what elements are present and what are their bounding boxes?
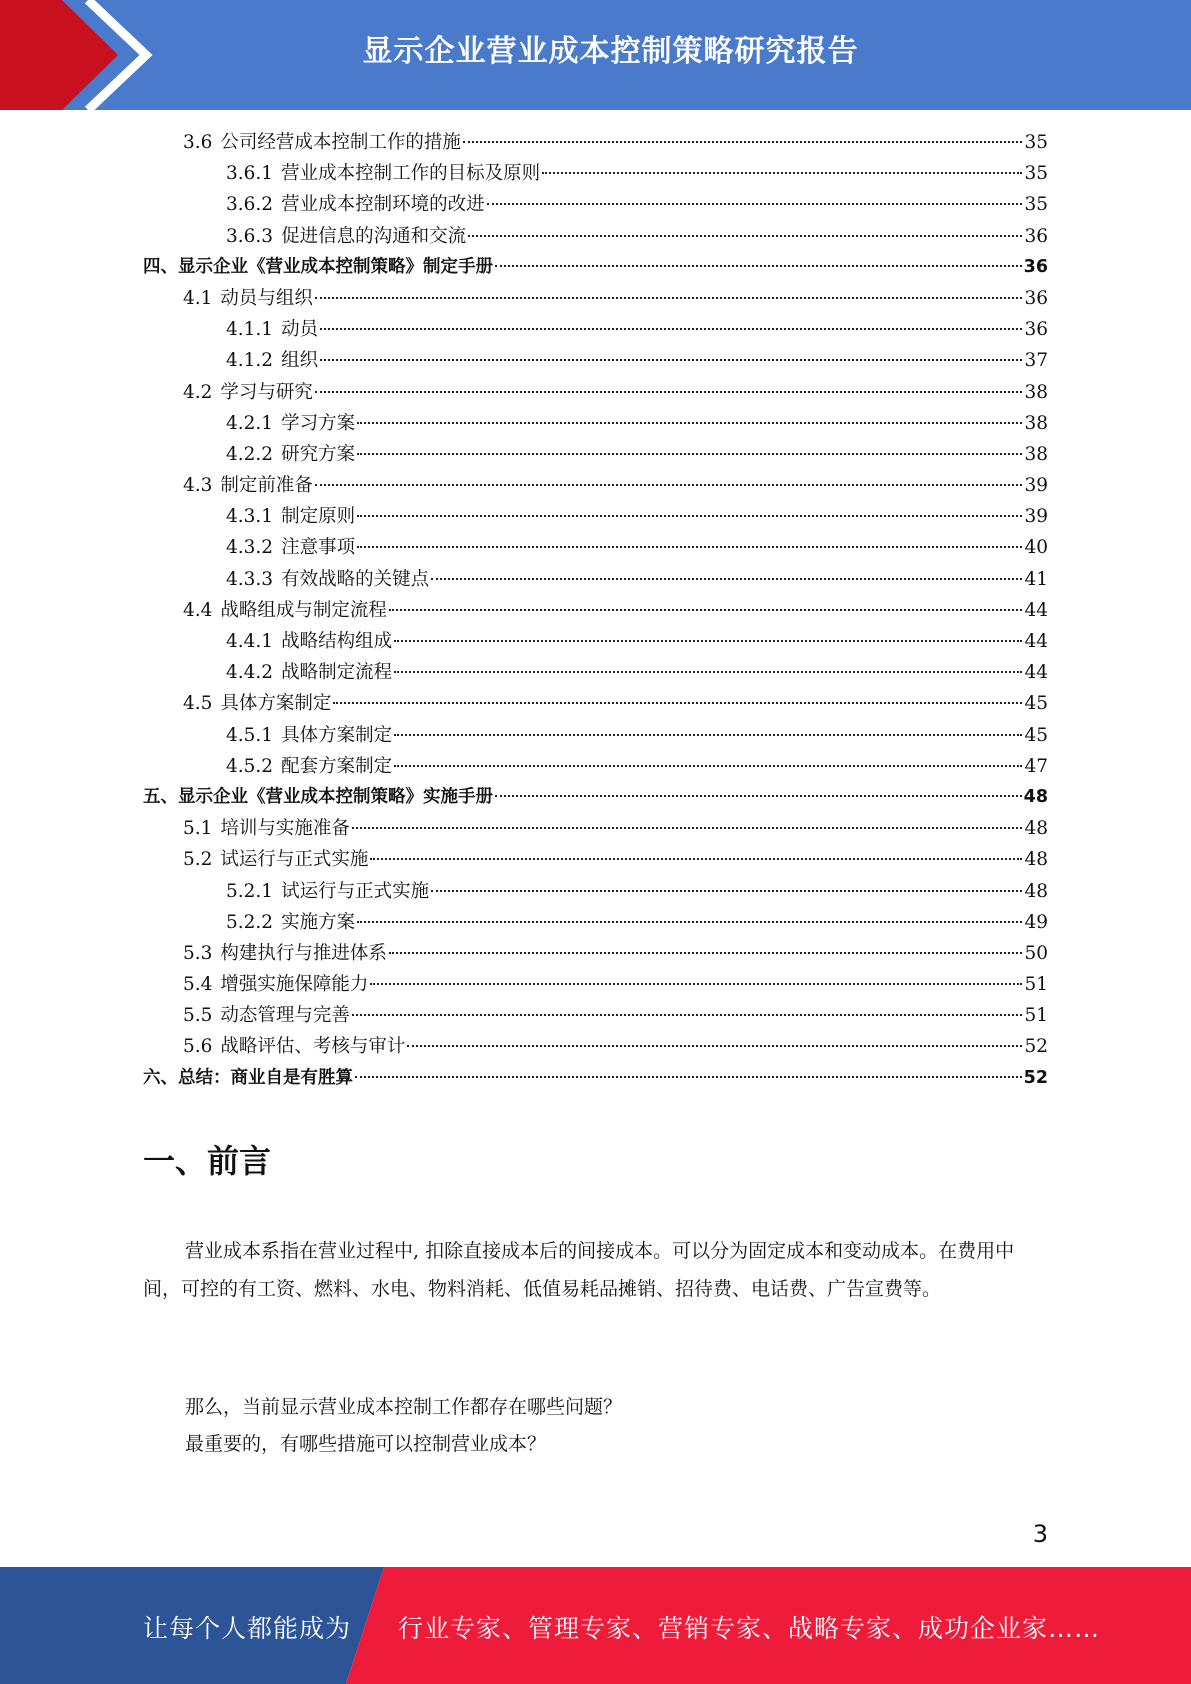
question-paragraph: 那么，当前显示营业成本控制工作都存在哪些问题？ xyxy=(185,1396,623,1418)
toc-entry-number: 4.3.1 xyxy=(226,506,274,528)
toc-entry-page: 45 xyxy=(1024,724,1048,746)
toc-entry[interactable] xyxy=(143,1032,1048,1063)
toc-entry[interactable] xyxy=(143,783,1048,814)
toc-entry-page: 37 xyxy=(1024,350,1048,372)
toc-dot-leader xyxy=(352,1014,1023,1016)
toc-entry-page: 39 xyxy=(1024,506,1048,528)
toc-entry-number: 4.1.1 xyxy=(226,319,274,341)
toc-entry-number: 3.6.1 xyxy=(226,163,274,185)
toc-entry[interactable] xyxy=(143,471,1048,502)
toc-entry-title: 五、显示企业《营业成本控制策略》实施手册 xyxy=(143,786,493,807)
toc-entry-number: 4.2.2 xyxy=(226,443,274,465)
toc-entry-page: 44 xyxy=(1024,631,1048,652)
toc-entry-page: 35 xyxy=(1024,163,1048,185)
toc-entry-page: 36 xyxy=(1023,256,1048,277)
toc-entry[interactable] xyxy=(143,409,1048,440)
toc-entry[interactable] xyxy=(143,814,1048,845)
toc-entry-number: 5.4 xyxy=(183,974,213,996)
toc-entry-title: 战略结构组成 xyxy=(281,631,393,652)
toc-entry-title: 制定原则 xyxy=(281,506,356,528)
toc-dot-leader xyxy=(315,484,1023,486)
toc-entry-page: 51 xyxy=(1024,1005,1048,1027)
toc-entry[interactable] xyxy=(143,908,1048,939)
toc-entry-page: 48 xyxy=(1024,880,1048,902)
toc-dot-leader xyxy=(357,515,1022,517)
toc-entry-title: 研究方案 xyxy=(281,443,356,465)
toc-entry[interactable] xyxy=(143,315,1048,346)
toc-dot-leader xyxy=(370,983,1022,985)
toc-entry-number: 4.5 xyxy=(183,693,213,715)
toc-entry[interactable] xyxy=(143,533,1048,564)
toc-dot-leader xyxy=(463,141,1023,143)
toc-entry-title: 公司经营成本控制工作的措施 xyxy=(220,132,461,153)
toc-entry-number: 4.4.1 xyxy=(226,631,274,652)
toc-entry[interactable] xyxy=(143,970,1048,1001)
toc-entry-number: 3.6.2 xyxy=(226,194,274,216)
toc-entry-title: 实施方案 xyxy=(281,911,356,933)
toc-entry-page: 48 xyxy=(1023,786,1048,807)
toc-entry-page: 51 xyxy=(1024,974,1048,996)
toc-entry[interactable] xyxy=(143,845,1048,876)
toc-dot-leader xyxy=(320,359,1022,361)
toc-entry-number: 4.3.3 xyxy=(226,568,274,590)
toc-entry-number: 5.2.1 xyxy=(226,880,274,902)
toc-entry-title: 制定前准备 xyxy=(220,475,313,497)
toc-entry-page: 35 xyxy=(1024,194,1048,216)
toc-dot-leader xyxy=(389,609,1023,611)
toc-dot-leader xyxy=(394,640,1022,642)
toc-entry[interactable] xyxy=(143,253,1048,284)
toc-entry[interactable] xyxy=(143,346,1048,377)
toc-dot-leader xyxy=(495,265,1022,267)
toc-entry[interactable] xyxy=(143,939,1048,970)
toc-entry-number: 4.1.2 xyxy=(226,350,274,372)
table-of-contents xyxy=(143,128,1048,1095)
toc-entry-number: 5.2.2 xyxy=(226,911,274,933)
toc-dot-leader xyxy=(355,1076,1022,1078)
toc-entry-number: 4.2.1 xyxy=(226,412,274,434)
toc-entry-page: 38 xyxy=(1024,381,1048,403)
toc-entry-title: 注意事项 xyxy=(281,537,356,559)
toc-entry-title: 动态管理与完善 xyxy=(220,1005,350,1027)
toc-entry-title: 学习与研究 xyxy=(220,381,313,403)
footer-slogan-right: 行业专家、管理专家、营销专家、战略专家、成功企业家…… xyxy=(398,1614,1101,1643)
toc-entry-page: 35 xyxy=(1024,132,1048,153)
toc-dot-leader xyxy=(352,827,1023,829)
toc-dot-leader xyxy=(542,172,1022,174)
toc-entry-page: 36 xyxy=(1024,319,1048,341)
toc-entry-number: 5.2 xyxy=(183,849,213,871)
intro-paragraph: 营业成本系指在营业过程中, 扣除直接成本后的间接成本。可以分为固定成本和变动成本。在费用中间，可控的有工资、燃料、水电、物料消耗、低值易耗品摊销、招待费、电话费、广告宣费等。 xyxy=(143,1240,1015,1300)
toc-entry-number: 4.5.1 xyxy=(226,724,274,746)
toc-entry[interactable] xyxy=(143,159,1048,190)
toc-entry[interactable] xyxy=(143,752,1048,783)
toc-entry-title: 有效战略的关键点 xyxy=(281,568,430,590)
toc-entry-title: 动员与组织 xyxy=(220,287,313,309)
toc-entry-title: 战略评估、考核与审计 xyxy=(220,1036,406,1058)
section-heading: 一、前言 xyxy=(143,1142,272,1180)
toc-entry-title: 动员 xyxy=(281,319,319,341)
toc-entry-title: 培训与实施准备 xyxy=(220,818,350,840)
toc-entry-title: 营业成本控制环境的改进 xyxy=(281,194,485,216)
toc-entry[interactable] xyxy=(143,1064,1048,1095)
page-number: 3 xyxy=(1032,1520,1048,1548)
toc-entry-title: 六、总结：商业自是有胜算 xyxy=(143,1067,353,1088)
toc-dot-leader xyxy=(315,297,1023,299)
toc-entry-page: 50 xyxy=(1024,942,1048,964)
toc-entry[interactable] xyxy=(143,689,1048,720)
toc-dot-leader xyxy=(394,671,1022,673)
header-title: 显示企业营业成本控制策略研究报告 xyxy=(362,34,859,69)
toc-entry-number: 4.5.2 xyxy=(226,755,274,777)
toc-entry[interactable] xyxy=(143,222,1048,253)
toc-entry-title: 试运行与正式实施 xyxy=(281,880,430,902)
toc-entry[interactable] xyxy=(143,877,1048,908)
toc-entry-number: 4.2 xyxy=(183,381,213,403)
toc-entry-page: 48 xyxy=(1024,818,1048,840)
toc-entry-title: 战略制定流程 xyxy=(281,662,393,684)
toc-entry-number: 5.3 xyxy=(183,942,213,964)
toc-entry-page: 48 xyxy=(1024,849,1048,871)
toc-entry[interactable] xyxy=(143,284,1048,315)
toc-entry-number: 5.6 xyxy=(183,1036,213,1058)
toc-entry[interactable] xyxy=(143,128,1048,159)
toc-entry-number: 5.1 xyxy=(183,818,213,840)
toc-dot-leader xyxy=(370,858,1022,860)
toc-dot-leader xyxy=(495,795,1022,797)
toc-dot-leader xyxy=(357,453,1022,455)
toc-dot-leader xyxy=(357,921,1022,923)
header-banner xyxy=(0,0,1191,110)
toc-entry-number: 4.4.2 xyxy=(226,662,274,684)
toc-entry-title: 四、显示企业《营业成本控制策略》制定手册 xyxy=(143,256,493,277)
toc-dot-leader xyxy=(389,952,1023,954)
toc-entry[interactable] xyxy=(143,596,1048,627)
toc-dot-leader xyxy=(487,203,1023,205)
toc-entry-title: 组织 xyxy=(281,350,319,372)
toc-entry[interactable] xyxy=(143,627,1048,658)
toc-entry-number: 4.3 xyxy=(183,475,213,497)
toc-dot-leader xyxy=(315,391,1023,393)
toc-entry-page: 40 xyxy=(1024,537,1048,559)
toc-entry-number: 4.4 xyxy=(183,599,213,621)
toc-entry-page: 36 xyxy=(1024,287,1048,309)
question-paragraph-2: 最重要的，有哪些措施可以控制营业成本？ xyxy=(185,1433,547,1455)
toc-entry-title: 战略组成与制定流程 xyxy=(220,599,387,621)
toc-entry[interactable] xyxy=(143,658,1048,689)
toc-entry-title: 具体方案制定 xyxy=(281,724,393,746)
toc-entry-title: 增强实施保障能力 xyxy=(220,974,369,996)
toc-entry-page: 52 xyxy=(1024,1036,1048,1058)
toc-entry-page: 38 xyxy=(1024,443,1048,465)
toc-entry[interactable] xyxy=(143,565,1048,596)
toc-dot-leader xyxy=(357,422,1022,424)
toc-dot-leader xyxy=(394,734,1022,736)
toc-entry[interactable] xyxy=(143,1001,1048,1032)
toc-entry-page: 38 xyxy=(1024,412,1048,434)
toc-entry[interactable] xyxy=(143,502,1048,533)
toc-entry-title: 营业成本控制工作的目标及原则 xyxy=(281,163,541,185)
toc-entry-number: 4.3.2 xyxy=(226,537,274,559)
toc-entry-page: 44 xyxy=(1024,599,1048,621)
toc-entry-title: 配套方案制定 xyxy=(281,755,393,777)
toc-dot-leader xyxy=(431,890,1022,892)
toc-dot-leader xyxy=(468,235,1022,237)
toc-entry-page: 44 xyxy=(1024,662,1048,684)
toc-dot-leader xyxy=(320,328,1022,330)
toc-entry-title: 构建执行与推进体系 xyxy=(220,942,387,964)
toc-entry-page: 45 xyxy=(1024,693,1048,715)
toc-entry-title: 试运行与正式实施 xyxy=(220,849,369,871)
toc-entry-number: 3.6 xyxy=(183,132,213,153)
toc-dot-leader xyxy=(357,546,1022,548)
toc-entry[interactable] xyxy=(143,721,1048,752)
toc-dot-leader xyxy=(394,765,1022,767)
toc-entry-title: 学习方案 xyxy=(281,412,356,434)
toc-dot-leader xyxy=(431,578,1022,580)
toc-entry[interactable] xyxy=(143,378,1048,409)
toc-entry-page: 36 xyxy=(1024,225,1048,247)
toc-entry-page: 47 xyxy=(1024,755,1048,777)
toc-dot-leader xyxy=(407,1045,1022,1047)
toc-entry-title: 具体方案制定 xyxy=(220,693,332,715)
toc-entry-title: 促进信息的沟通和交流 xyxy=(281,225,467,247)
toc-entry-number: 3.6.3 xyxy=(226,225,274,247)
toc-entry[interactable] xyxy=(143,440,1048,471)
toc-dot-leader xyxy=(333,702,1022,704)
toc-entry[interactable] xyxy=(143,190,1048,221)
footer-slogan-left: 让每个人都能成为 xyxy=(143,1614,352,1643)
toc-entry-page: 52 xyxy=(1023,1067,1048,1088)
toc-entry-page: 49 xyxy=(1024,911,1048,933)
toc-entry-page: 41 xyxy=(1024,568,1048,590)
toc-entry-number: 4.1 xyxy=(183,287,213,309)
toc-entry-number: 5.5 xyxy=(183,1005,213,1027)
footer-banner xyxy=(0,1567,1191,1684)
toc-entry-page: 39 xyxy=(1024,475,1048,497)
